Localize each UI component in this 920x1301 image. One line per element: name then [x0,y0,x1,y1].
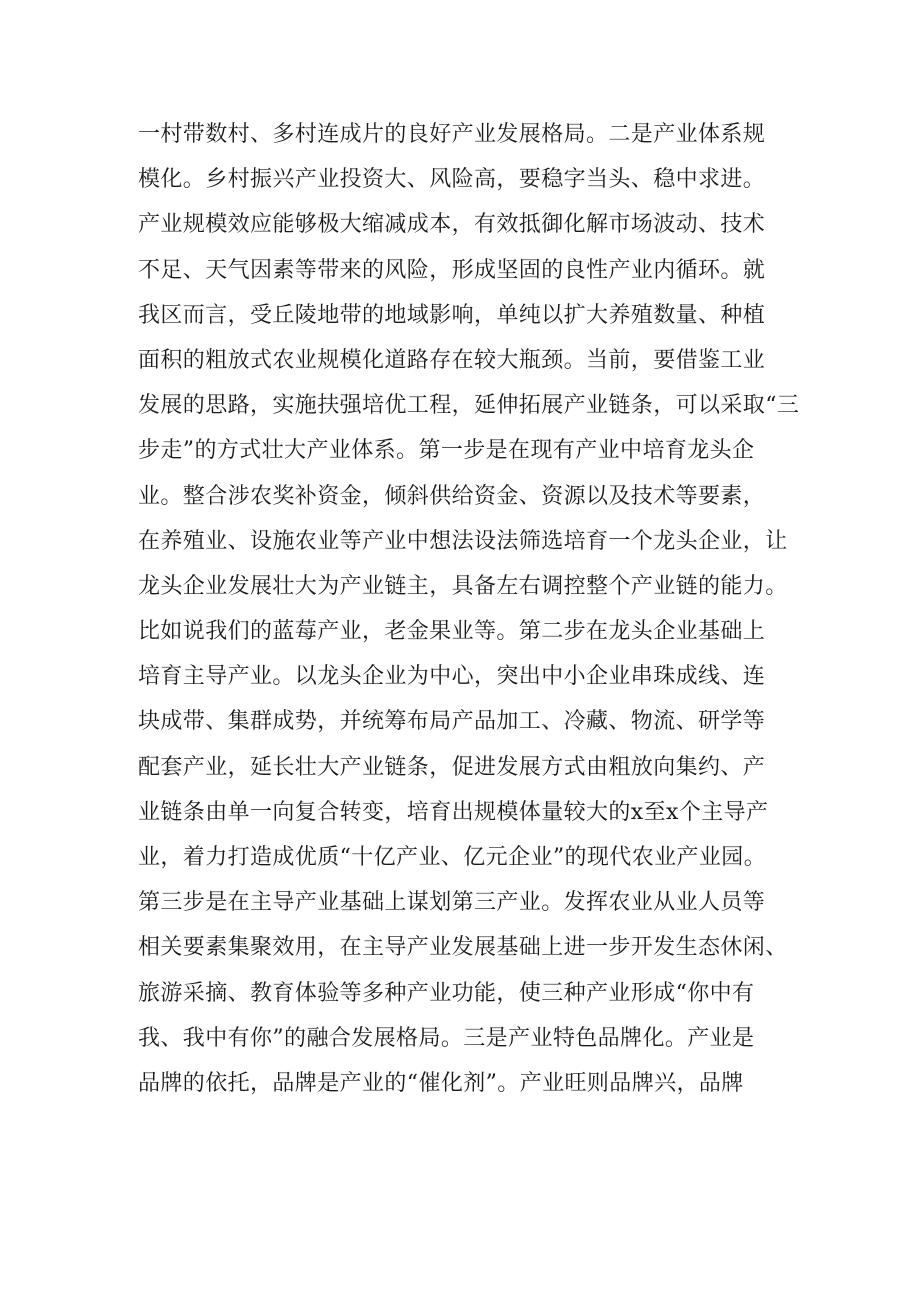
text-line: 不足、天气因素等带来的风险，形成坚固的良性产业内循环。就 [138,257,766,283]
body-text [138,112,798,1106]
text-line: 业链条由单一向复合转变，培育出规模体量较大的x至x个主导产 [138,799,769,825]
text-line: 我、我中有你”的融合发展格局。三是产业特色品牌化。产业是 [138,1025,755,1051]
text-line: 块成带、集群成势，并统筹布局产品加工、冷藏、物流、研学等 [138,709,766,735]
text-line: 面积的粗放式农业规模化道路存在较大瓶颈。当前，要借鉴工业 [138,347,766,373]
text-line: 我区而言，受丘陵地带的地域影响，单纯以扩大养殖数量、种植 [138,302,766,328]
text-line: 龙头企业发展壮大为产业链主，具备左右调控整个产业链的能力。 [138,573,788,599]
text-line: 第三步是在主导产业基础上谋划第三产业。发挥农业从业人员等 [138,890,766,916]
text-line: 相关要素集聚效用，在主导产业发展基础上进一步开发生态休闲、 [138,935,788,961]
text-line: 业。整合涉农奖补资金，倾斜供给资金、资源以及技术等要素， [138,483,766,509]
text-line: 配套产业，延长壮大产业链条，促进发展方式由粗放向集约、产 [138,754,766,780]
text-line: 发展的思路，实施扶强培优工程，延伸拓展产业链条，可以采取“三 [138,393,800,419]
text-line: 比如说我们的蓝莓产业，老金果业等。第二步在龙头企业基础上 [138,619,766,645]
text-line: 产业规模效应能够极大缩减成本，有效抵御化解市场波动、技术 [138,212,766,238]
text-line: 一村带数村、多村连成片的良好产业发展格局。二是产业体系规 [138,122,766,147]
text-line: 培育主导产业。以龙头企业为中心，突出中小企业串珠成线、连 [138,664,766,690]
text-line: 旅游采摘、教育体验等多种产业功能，使三种产业形成“你中有 [138,980,755,1006]
text-line: 业，着力打造成优质“十亿产业、亿元企业”的现代农业产业园。 [138,845,767,870]
text-line: 步走”的方式壮大产业体系。第一步是在现有产业中培育龙头企 [138,438,755,464]
text-line: 品牌的依托，品牌是产业的“催化剂”。产业旺则品牌兴，品牌 [138,1070,744,1096]
text-line: 模化。乡村振兴产业投资大、风险高，要稳字当头、稳中求进。 [138,167,766,193]
text-line: 在养殖业、设施农业等产业中想法设法筛选培育一个龙头企业，让 [138,528,788,554]
